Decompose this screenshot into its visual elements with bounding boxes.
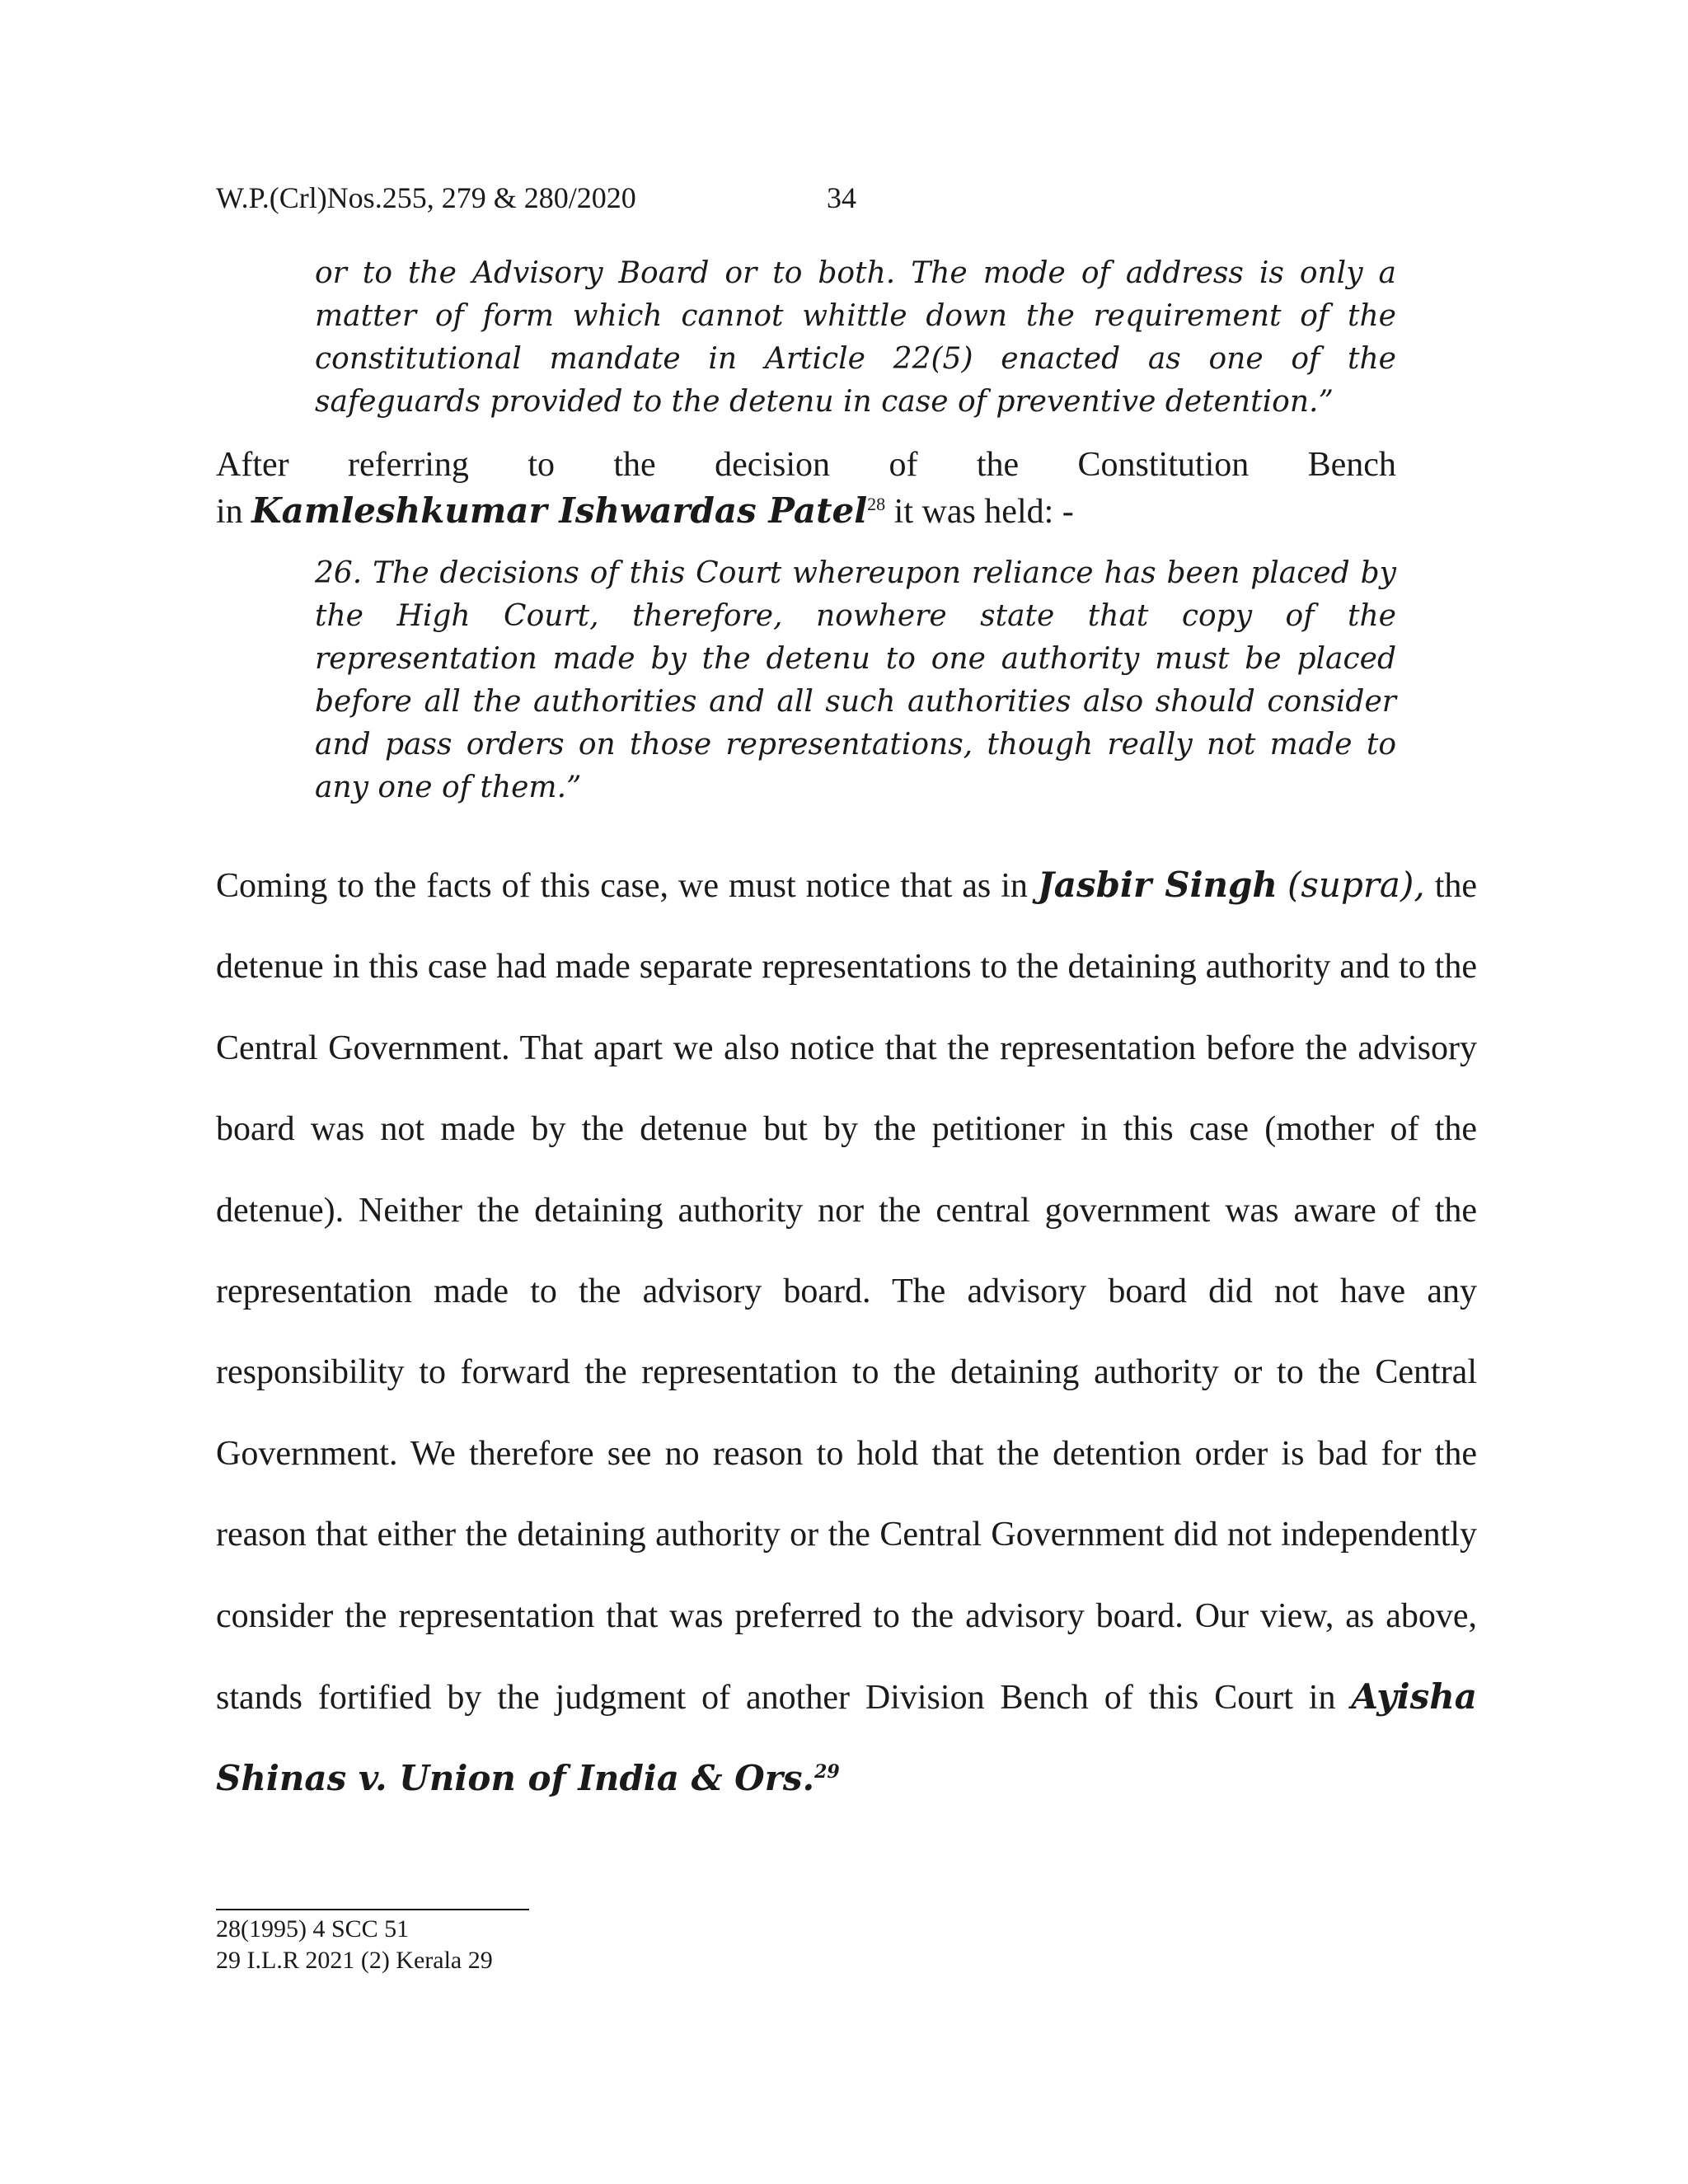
lead-line-2 xyxy=(216,488,1396,535)
footnotes xyxy=(216,1914,493,1976)
case-name-kamleshkumar: Kamleshkumar Ishwardas Patel xyxy=(251,490,868,531)
lead-in: in xyxy=(216,493,243,531)
block-quote-2: 26. The decisions of this Court whereupon reliance has been placed by the High Court, therefore, nowhere state that copy of the representation made by the detenu to one authority must be placed before all the authorities and all such authorities also should consider and pass orders on those representations, though really not made to any one of them.” xyxy=(315,556,1396,804)
page-number: 34 xyxy=(827,181,856,214)
case-number-header: W.P.(Crl)Nos.255, 279 & 280/2020 xyxy=(216,181,636,214)
lead-word: Bench xyxy=(1307,446,1396,484)
main-paragraph xyxy=(216,845,1477,1821)
lead-word: of xyxy=(889,446,918,484)
footnote-29: 29 I.L.R 2021 (2) Kerala 29 xyxy=(216,1947,493,1974)
case-name-jasbir-singh: Jasbir Singh xyxy=(1037,865,1278,905)
footnote-ref-28: 28 xyxy=(867,494,886,514)
lead-word: decision xyxy=(715,446,831,484)
lead-tail: it was held: - xyxy=(885,493,1074,531)
paragraph-body: the detenue in this case had made separate representations to the detaining authority and to the Central Government. That apart we also notice that the representation before the advisory board was not made by the detenue but by the petitioner in this case (mother of the detenue). Neither the detaining authority nor the central government was aware of the representation made to the advisory board. The advisory board did not have any responsibility to forward the representation to the detaining authority or to the Central Government. We therefore see no reason to hold that the detention order is bad for the reason that either the detaining authority or the Central Government did not independently consider the representation that was preferred to the advisory board. Our view, as above, stands fortified by the judgment of another Division Bench of this Court in xyxy=(216,867,1478,1718)
lead-word: the xyxy=(613,446,656,484)
paragraph-intro: Coming to the facts of this case, we must notice that as in xyxy=(216,867,1038,905)
lead-word: referring xyxy=(348,446,469,484)
lead-line-1 xyxy=(216,443,1396,488)
footnote-ref-29: 29 xyxy=(814,1761,840,1783)
footnote-separator xyxy=(216,1909,529,1910)
footnote-28: 28(1995) 4 SCC 51 xyxy=(216,1915,410,1943)
lead-word: to xyxy=(528,446,555,484)
lead-paragraph xyxy=(216,443,1396,535)
lead-word: the xyxy=(976,446,1020,484)
lead-word: After xyxy=(216,446,289,484)
case-name-ayisha-shinas: Ayisha Shinas v. Union of India & Ors. xyxy=(216,1676,1477,1799)
block-quote-1: or to the Advisory Board or to both. The mode of address is only a matter of form which cannot whittle down the requirement of the constitutional mandate in Article 22(5) enacted as one of the safeguards provided to the detenu in case of preventive detention.” xyxy=(315,256,1396,419)
lead-word: Constitution xyxy=(1077,446,1250,484)
supra-reference: (supra), xyxy=(1287,865,1425,905)
